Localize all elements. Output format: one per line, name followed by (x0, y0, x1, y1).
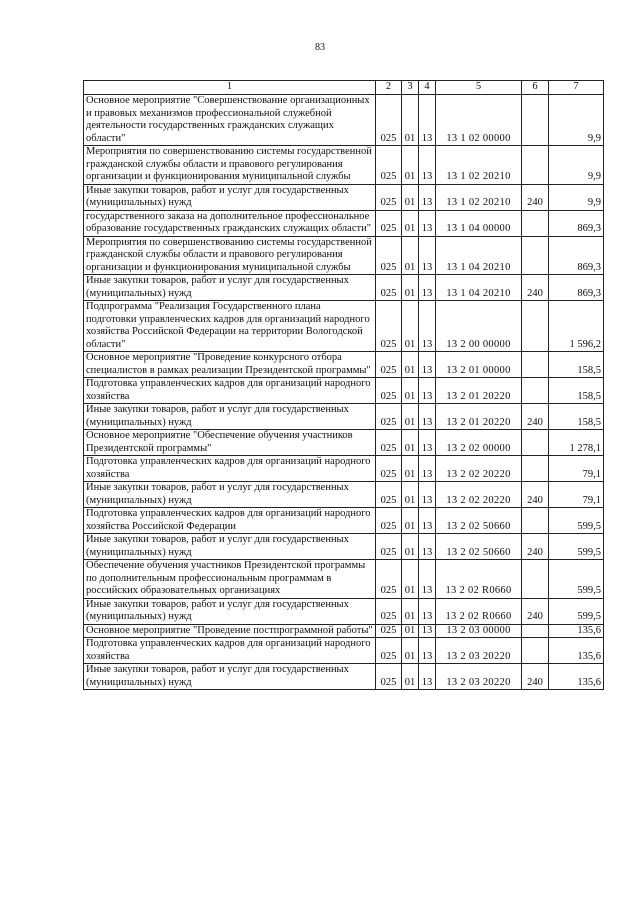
cell-section: 01 (402, 236, 419, 275)
cell-subsection: 13 (419, 456, 436, 482)
cell-subsection: 13 (419, 275, 436, 301)
cell-expense-type: 240 (522, 664, 549, 690)
table-row (84, 210, 604, 236)
cell-name: Подготовка управленческих кадров для организаций народного хозяйства (84, 378, 376, 404)
table-header-row (84, 81, 604, 95)
cell-admin-code: 025 (376, 456, 402, 482)
cell-target-article: 13 2 02 50660 (436, 534, 522, 560)
cell-name: Основное мероприятие "Проведение постпрограммной работы" (84, 624, 376, 638)
cell-admin-code: 025 (376, 560, 402, 599)
cell-amount: 135,6 (549, 624, 604, 638)
cell-name: Иные закупки товаров, работ и услуг для государственных (муниципальных) нужд (84, 275, 376, 301)
cell-subsection: 13 (419, 638, 436, 664)
cell-expense-type: 240 (522, 482, 549, 508)
cell-admin-code: 025 (376, 624, 402, 638)
cell-admin-code: 025 (376, 664, 402, 690)
cell-amount: 599,5 (549, 598, 604, 624)
header-col-5: 5 (436, 81, 522, 95)
cell-subsection: 13 (419, 534, 436, 560)
cell-target-article: 13 2 02 20220 (436, 482, 522, 508)
cell-name: Основное мероприятие "Обеспечение обучения участников Президентской программы" (84, 430, 376, 456)
cell-admin-code: 025 (376, 430, 402, 456)
cell-amount: 1 278,1 (549, 430, 604, 456)
cell-target-article: 13 1 04 00000 (436, 210, 522, 236)
table-row (84, 236, 604, 275)
cell-admin-code: 025 (376, 146, 402, 185)
cell-amount: 869,3 (549, 210, 604, 236)
cell-name: Иные закупки товаров, работ и услуг для государственных (муниципальных) нужд (84, 598, 376, 624)
cell-expense-type: 240 (522, 404, 549, 430)
cell-target-article: 13 2 02 R0660 (436, 598, 522, 624)
cell-subsection: 13 (419, 430, 436, 456)
cell-amount: 9,9 (549, 146, 604, 185)
cell-admin-code: 025 (376, 352, 402, 378)
cell-section: 01 (402, 352, 419, 378)
cell-subsection: 13 (419, 624, 436, 638)
cell-name: Мероприятия по совершенствованию системы государственной гражданской службы области и правового регулирования организации и функционирования муниципальной службы (84, 146, 376, 185)
cell-amount: 599,5 (549, 560, 604, 599)
cell-name: Иные закупки товаров, работ и услуг для государственных (муниципальных) нужд (84, 404, 376, 430)
table-row (84, 95, 604, 146)
table-row (84, 275, 604, 301)
cell-expense-type: 240 (522, 184, 549, 210)
cell-amount: 869,3 (549, 236, 604, 275)
cell-subsection: 13 (419, 301, 436, 352)
cell-subsection: 13 (419, 482, 436, 508)
table-row (84, 624, 604, 638)
header-col-4: 4 (419, 81, 436, 95)
cell-target-article: 13 1 02 00000 (436, 95, 522, 146)
cell-name: Подготовка управленческих кадров для организаций народного хозяйства (84, 638, 376, 664)
cell-admin-code: 025 (376, 508, 402, 534)
cell-expense-type (522, 378, 549, 404)
cell-expense-type (522, 638, 549, 664)
cell-target-article: 13 2 00 00000 (436, 301, 522, 352)
cell-name: Основное мероприятие "Совершенствование организационных и правовых механизмов профессиональной служебной деятельности государственных гражданских служащих области" (84, 95, 376, 146)
cell-subsection: 13 (419, 378, 436, 404)
cell-target-article: 13 1 04 20210 (436, 236, 522, 275)
table-row (84, 456, 604, 482)
cell-subsection: 13 (419, 184, 436, 210)
cell-target-article: 13 2 03 20220 (436, 664, 522, 690)
cell-amount: 79,1 (549, 482, 604, 508)
cell-admin-code: 025 (376, 301, 402, 352)
cell-expense-type: 240 (522, 275, 549, 301)
cell-name: Подготовка управленческих кадров для организаций народного хозяйства (84, 456, 376, 482)
cell-admin-code: 025 (376, 210, 402, 236)
table-row (84, 598, 604, 624)
cell-section: 01 (402, 638, 419, 664)
table-row (84, 378, 604, 404)
cell-admin-code: 025 (376, 638, 402, 664)
cell-subsection: 13 (419, 508, 436, 534)
cell-subsection: 13 (419, 560, 436, 599)
cell-amount: 135,6 (549, 664, 604, 690)
cell-expense-type (522, 430, 549, 456)
cell-section: 01 (402, 624, 419, 638)
cell-target-article: 13 2 02 00000 (436, 430, 522, 456)
cell-subsection: 13 (419, 664, 436, 690)
budget-table (83, 80, 604, 690)
table-row (84, 146, 604, 185)
cell-name: Иные закупки товаров, работ и услуг для государственных (муниципальных) нужд (84, 534, 376, 560)
header-col-1: 1 (84, 81, 376, 95)
table-row (84, 430, 604, 456)
cell-amount: 158,5 (549, 404, 604, 430)
cell-expense-type (522, 508, 549, 534)
cell-name: Иные закупки товаров, работ и услуг для государственных (муниципальных) нужд (84, 184, 376, 210)
cell-subsection: 13 (419, 236, 436, 275)
cell-section: 01 (402, 95, 419, 146)
cell-section: 01 (402, 508, 419, 534)
cell-name: государственного заказа на дополнительное профессиональное образование государственных гражданских служащих области" (84, 210, 376, 236)
header-col-6: 6 (522, 81, 549, 95)
cell-section: 01 (402, 534, 419, 560)
cell-expense-type (522, 236, 549, 275)
table-row (84, 301, 604, 352)
cell-section: 01 (402, 210, 419, 236)
header-col-3: 3 (402, 81, 419, 95)
cell-name: Мероприятия по совершенствованию системы государственной гражданской службы области и правового регулирования организации и функционирования муниципальной службы (84, 236, 376, 275)
cell-admin-code: 025 (376, 275, 402, 301)
table-row (84, 482, 604, 508)
cell-amount: 79,1 (549, 456, 604, 482)
table-row (84, 534, 604, 560)
page-number: 83 (315, 42, 325, 53)
cell-section: 01 (402, 664, 419, 690)
cell-subsection: 13 (419, 210, 436, 236)
cell-target-article: 13 1 04 20210 (436, 275, 522, 301)
cell-section: 01 (402, 456, 419, 482)
cell-admin-code: 025 (376, 598, 402, 624)
cell-section: 01 (402, 378, 419, 404)
cell-subsection: 13 (419, 95, 436, 146)
cell-name: Подпрограмма "Реализация Государственного плана подготовки управленческих кадров для организаций народного хозяйства Российской Федерации на территории Вологодской области" (84, 301, 376, 352)
cell-expense-type (522, 456, 549, 482)
cell-expense-type: 240 (522, 534, 549, 560)
header-col-2: 2 (376, 81, 402, 95)
cell-section: 01 (402, 146, 419, 185)
cell-section: 01 (402, 430, 419, 456)
cell-name: Основное мероприятие "Проведение конкурсного отбора специалистов в рамках реализации Президентской программы" (84, 352, 376, 378)
cell-section: 01 (402, 560, 419, 599)
cell-subsection: 13 (419, 404, 436, 430)
cell-expense-type (522, 352, 549, 378)
table-row (84, 404, 604, 430)
cell-target-article: 13 2 02 R0660 (436, 560, 522, 599)
cell-name: Обеспечение обучения участников Президентской программы по дополнительным профессиональным программам в российских образовательных организациях (84, 560, 376, 599)
cell-target-article: 13 2 01 00000 (436, 352, 522, 378)
cell-name: Иные закупки товаров, работ и услуг для государственных (муниципальных) нужд (84, 664, 376, 690)
cell-section: 01 (402, 598, 419, 624)
cell-expense-type (522, 624, 549, 638)
cell-target-article: 13 2 02 50660 (436, 508, 522, 534)
table-row (84, 184, 604, 210)
cell-section: 01 (402, 301, 419, 352)
cell-admin-code: 025 (376, 534, 402, 560)
cell-expense-type (522, 560, 549, 599)
cell-amount: 158,5 (549, 352, 604, 378)
cell-amount: 599,5 (549, 534, 604, 560)
cell-subsection: 13 (419, 146, 436, 185)
cell-amount: 1 596,2 (549, 301, 604, 352)
cell-admin-code: 025 (376, 95, 402, 146)
cell-expense-type (522, 95, 549, 146)
cell-admin-code: 025 (376, 378, 402, 404)
table-body (84, 95, 604, 690)
cell-admin-code: 025 (376, 482, 402, 508)
table-row (84, 638, 604, 664)
cell-target-article: 13 2 03 00000 (436, 624, 522, 638)
table-row (84, 664, 604, 690)
cell-expense-type (522, 146, 549, 185)
cell-admin-code: 025 (376, 184, 402, 210)
cell-target-article: 13 2 02 20220 (436, 456, 522, 482)
cell-name: Иные закупки товаров, работ и услуг для государственных (муниципальных) нужд (84, 482, 376, 508)
cell-section: 01 (402, 275, 419, 301)
cell-target-article: 13 1 02 20210 (436, 184, 522, 210)
cell-section: 01 (402, 184, 419, 210)
cell-target-article: 13 1 02 20210 (436, 146, 522, 185)
cell-admin-code: 025 (376, 404, 402, 430)
cell-amount: 869,3 (549, 275, 604, 301)
cell-target-article: 13 2 01 20220 (436, 404, 522, 430)
cell-amount: 9,9 (549, 95, 604, 146)
cell-subsection: 13 (419, 598, 436, 624)
table-row (84, 352, 604, 378)
cell-amount: 135,6 (549, 638, 604, 664)
cell-expense-type (522, 301, 549, 352)
cell-subsection: 13 (419, 352, 436, 378)
cell-name: Подготовка управленческих кадров для организаций народного хозяйства Российской Федерации (84, 508, 376, 534)
cell-section: 01 (402, 482, 419, 508)
cell-amount: 158,5 (549, 378, 604, 404)
table-row (84, 560, 604, 599)
cell-target-article: 13 2 03 20220 (436, 638, 522, 664)
table-row (84, 508, 604, 534)
cell-admin-code: 025 (376, 236, 402, 275)
cell-section: 01 (402, 404, 419, 430)
cell-expense-type (522, 210, 549, 236)
cell-target-article: 13 2 01 20220 (436, 378, 522, 404)
cell-amount: 9,9 (549, 184, 604, 210)
header-col-7: 7 (549, 81, 604, 95)
cell-amount: 599,5 (549, 508, 604, 534)
cell-expense-type: 240 (522, 598, 549, 624)
